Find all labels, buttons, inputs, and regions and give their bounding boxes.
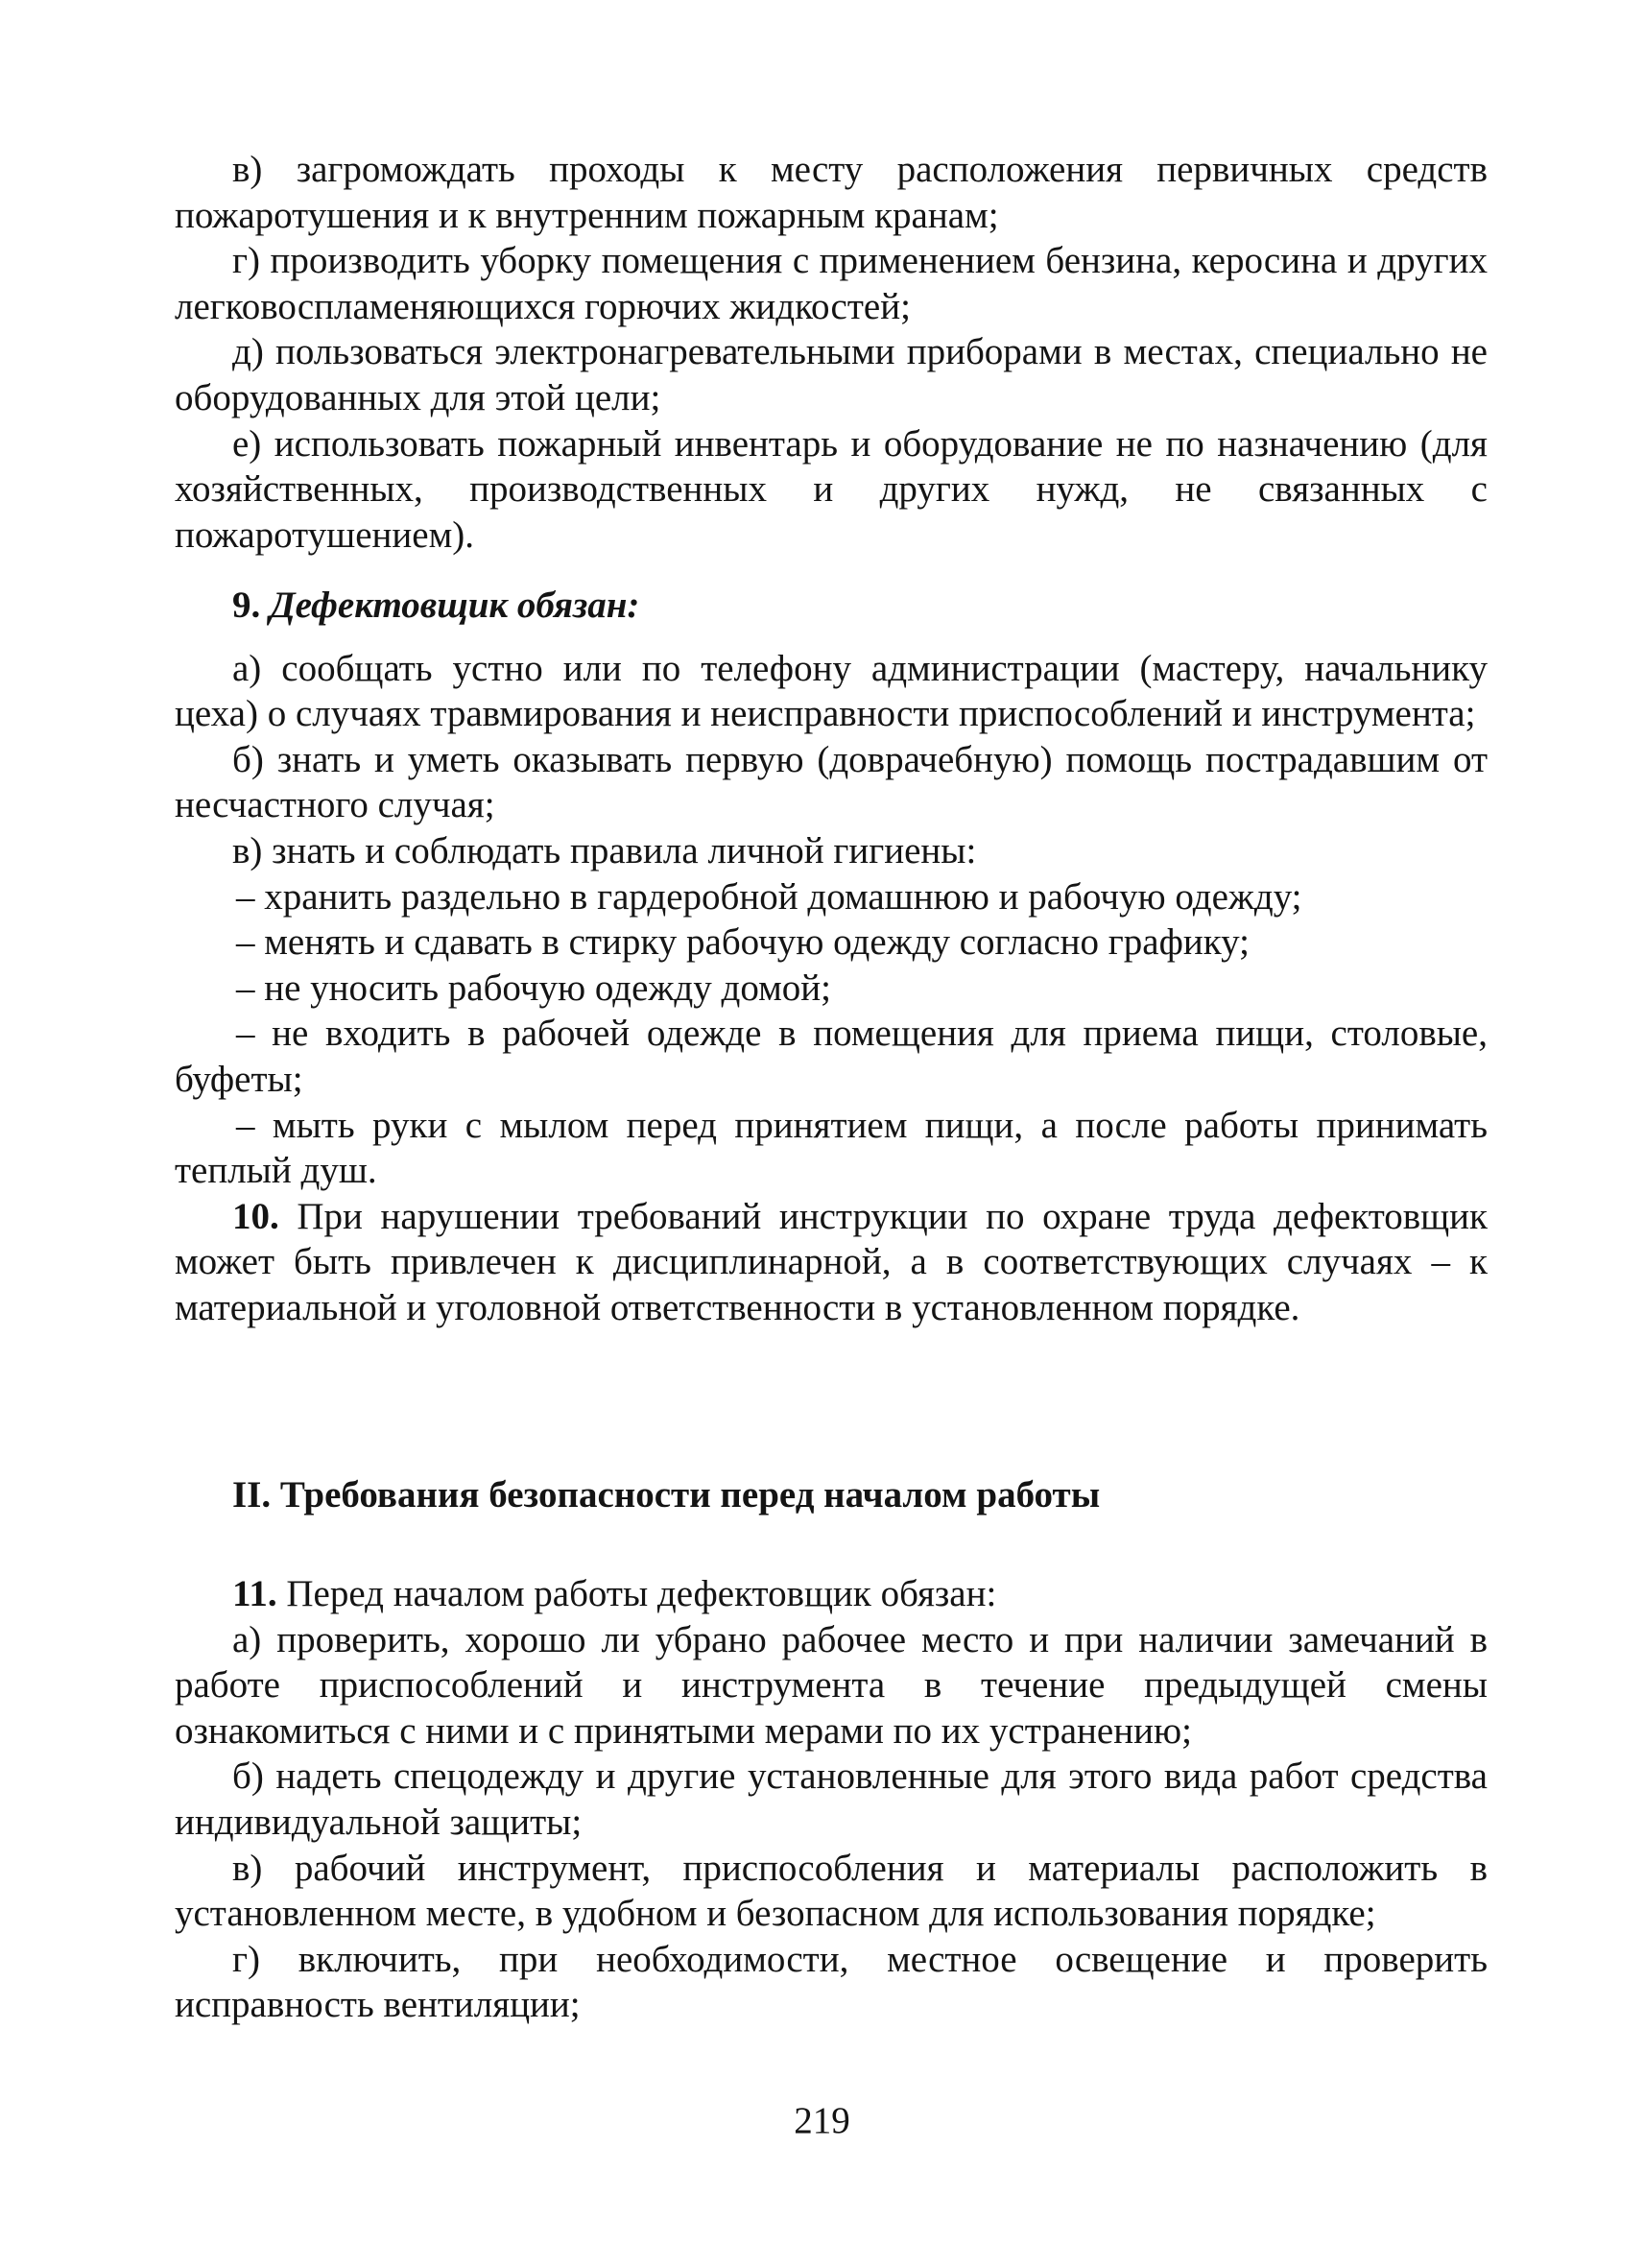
list-item-v: в) загромождать проходы к месту расположения первичных средств пожаротушения и к внутренним пожарным кранам; <box>175 149 1488 236</box>
hygiene-rule-5: – мыть руки с мылом перед принятием пищи, а после работы принимать теплый душ. <box>175 1104 1488 1192</box>
item-9-number: 9. <box>232 585 261 626</box>
item-9-heading <box>175 583 1488 629</box>
item-10-number: 10. <box>232 1195 279 1237</box>
item-10 <box>175 1194 1488 1331</box>
item-9-v: в) знать и соблюдать правила личной гигиены: <box>232 829 977 871</box>
item-10-text: При нарушении требований инструкции по охране труда дефектовщик может быть привлечен к дисциплинарной, а в соответствующих случаях – к материальной и уголовной ответственности в установленном порядке. <box>175 1195 1488 1328</box>
hygiene-rule-3: – не уносить рабочую одежду домой; <box>236 967 831 1009</box>
page-number: 219 <box>794 2100 850 2141</box>
item-9-a: а) сообщать устно или по телефону администрации (мастеру, начальнику цеха) о случаях травмирования и неисправности приспособлений и инструмента; <box>175 647 1488 735</box>
item-11-number: 11. <box>232 1573 277 1614</box>
item-9-b: б) знать и уметь оказывать первую (доврачебную) помощь пострадавшим от несчастного случая; <box>175 738 1488 826</box>
prohibitions-list <box>175 147 1488 558</box>
item-9-title: Дефектовщик обязан: <box>270 585 640 626</box>
item-11-v: в) рабочий инструмент, приспособления и материалы расположить в установленном месте, в удобном и безопасном для использования порядке; <box>175 1847 1488 1935</box>
list-item-d: д) пользоваться электронагревательными приборами в местах, специально не оборудованных для этой цели; <box>175 331 1488 418</box>
hygiene-rule-1: – хранить раздельно в гардеробной домашнюю и рабочую одежду; <box>236 875 1302 918</box>
list-item-g: г) производить уборку помещения с применением бензина, керосина и других легковоспламеняющихся горючих жидкостей; <box>175 240 1488 327</box>
item-11-g: г) включить, при необходимости, местное освещение и проверить исправность вентиляции; <box>175 1938 1488 2026</box>
item-11 <box>175 1571 1488 2028</box>
item-11-b: б) надеть спецодежду и другие установленные для этого вида работ средства индивидуальной защиты; <box>175 1755 1488 1843</box>
hygiene-rule-4: – не входить в рабочей одежде в помещения для приема пищи, столовые, буфеты; <box>175 1013 1488 1100</box>
item-11-text: Перед началом работы дефектовщик обязан: <box>286 1573 997 1614</box>
item-11-intro <box>175 1571 1488 1617</box>
list-item-e: е) использовать пожарный инвентарь и оборудование не по назначению (для хозяйственных, производственных и других нужд, не связанных с пожаротушением). <box>175 422 1488 556</box>
hygiene-rule-2: – менять и сдавать в стирку рабочую одежду согласно графику; <box>236 921 1250 964</box>
item-9 <box>175 583 1488 1331</box>
section-heading: II. Требования безопасности перед началом работы <box>232 1474 1101 1516</box>
item-11-a: а) проверить, хорошо ли убрано рабочее место и при наличии замечаний в работе приспособлений и инструмента в течение предыдущей смены ознакомиться с ними и с принятыми мерами по их устранению; <box>175 1618 1488 1752</box>
